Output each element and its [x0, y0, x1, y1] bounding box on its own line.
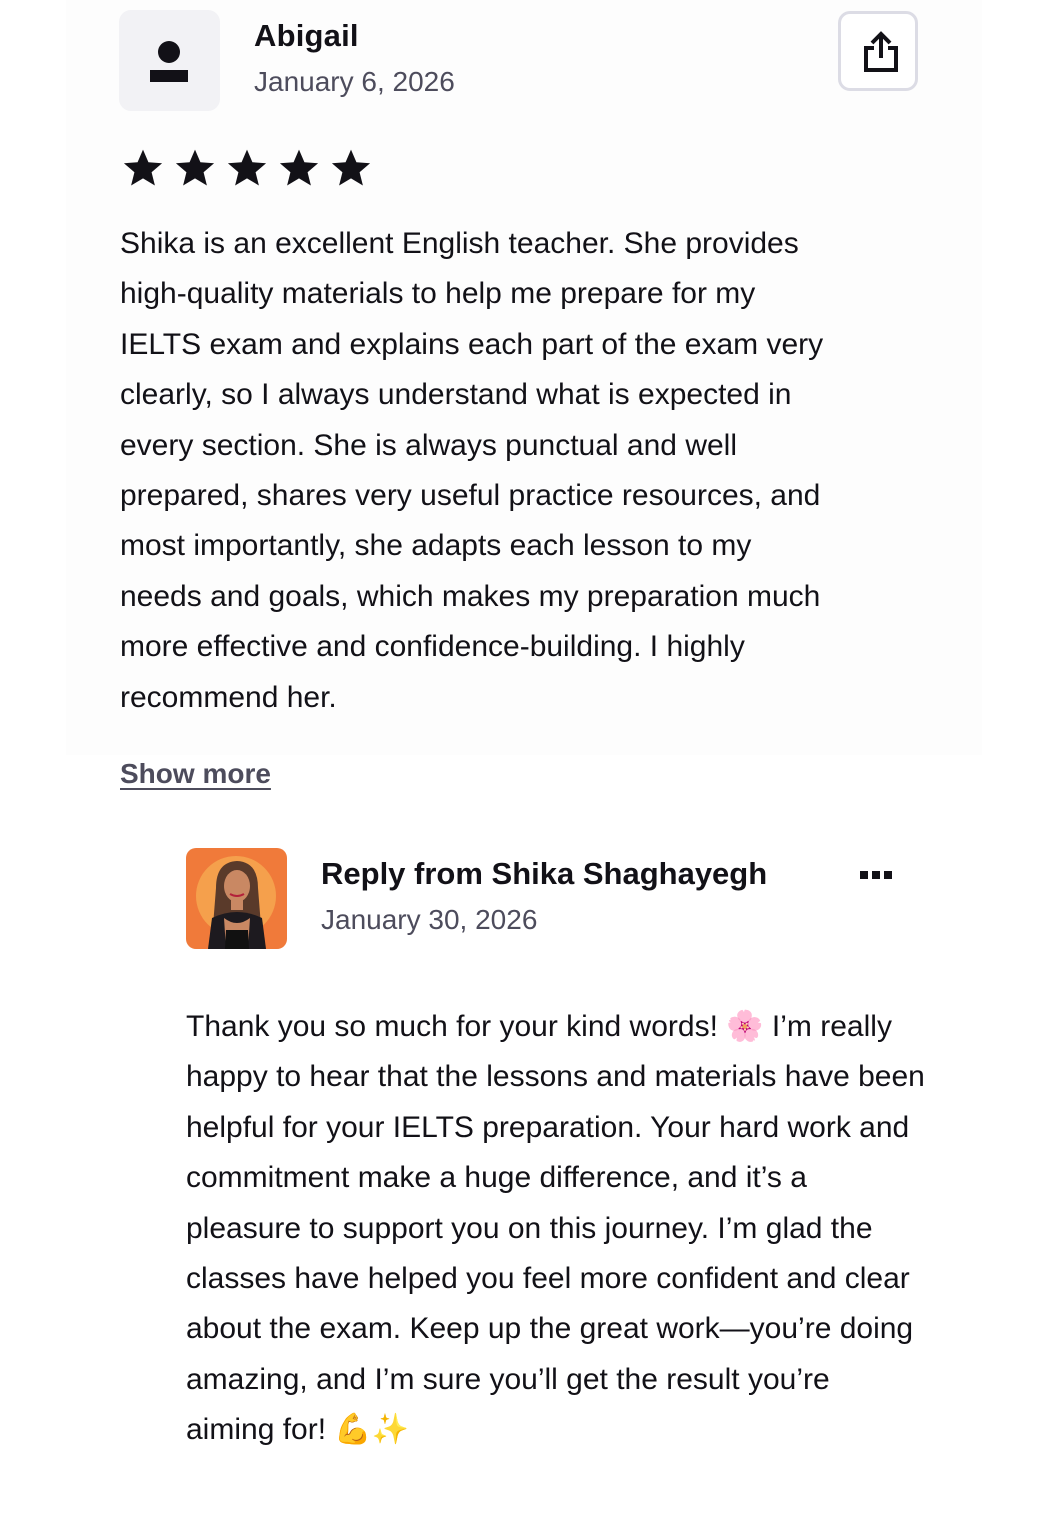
more-options-button[interactable]	[852, 860, 900, 890]
more-options-icon	[860, 871, 868, 879]
tutor-avatar	[186, 848, 287, 949]
reply-text	[186, 1002, 926, 1456]
review-date: January 6, 2026	[254, 66, 455, 97]
review-text: Shika is an excellent English teacher. She provides high-quality materials to help me prepare for my IELTS exam and explains each part of the exam very clearly, so I always understand what is expected in every section. She is always punctual and well prepared, shares very useful practice resources, and most importantly, she adapts each lesson to my needs and goals, which makes my preparation much more effective and confidence-building. I highly recommend her.	[120, 227, 824, 714]
tutor-photo	[186, 848, 287, 949]
reply-date: January 30, 2026	[321, 904, 538, 935]
sparkles-icon: ✨	[371, 1412, 410, 1448]
star-rating	[122, 147, 372, 193]
user-icon	[119, 10, 220, 111]
more-options-icon	[884, 871, 892, 879]
cherry-blossom-icon: 🌸	[726, 1009, 764, 1044]
reviewer-name: Abigail	[254, 18, 359, 53]
star-icon	[226, 147, 268, 189]
reply-text-part: Thank you so much for your kind words!	[186, 1010, 727, 1043]
show-more-link[interactable]: Show more	[120, 758, 271, 789]
star-icon	[122, 147, 164, 189]
share-button[interactable]	[838, 11, 918, 91]
star-icon	[174, 147, 216, 189]
reply-title: Reply from Shika Shaghayegh	[321, 856, 768, 891]
star-icon	[278, 147, 320, 189]
reply-text-part: I’m really happy to hear that the lessons and materials have been helpful for your IELTS preparation. Your hard work and commitment make a huge difference, and it’s a pleasure to support you on this journey. I’m glad the classes have helped you feel more confident and clear about the exam. Keep up the great work—you’re doing amazing, and I’m sure you’ll get the result you’re aiming for!	[186, 1010, 925, 1447]
more-options-icon	[872, 871, 880, 879]
star-icon	[330, 147, 372, 189]
reviewer-avatar	[119, 10, 220, 111]
share-icon	[861, 31, 901, 73]
flexed-biceps-icon: 💪	[334, 1412, 372, 1448]
